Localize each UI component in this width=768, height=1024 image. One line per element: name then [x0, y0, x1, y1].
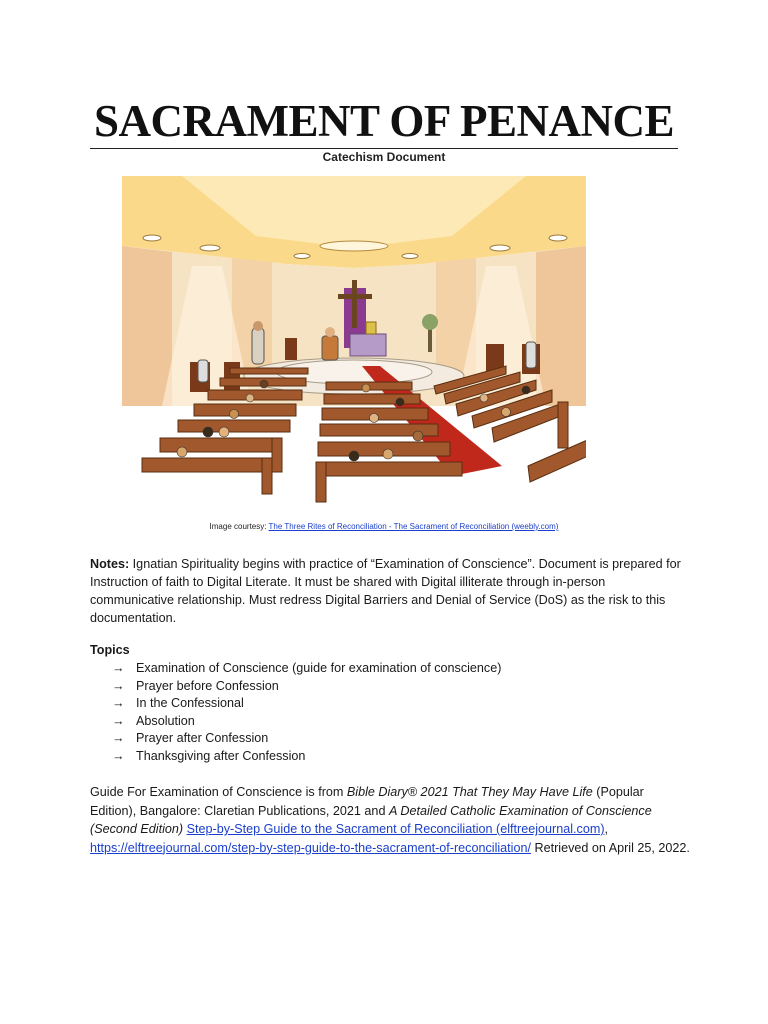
- church-reconciliation-illustration: [122, 176, 586, 522]
- list-item: [112, 713, 501, 731]
- title-rule: [90, 148, 678, 149]
- image-caption: [0, 522, 768, 531]
- topic-label: Prayer after Confession: [136, 731, 269, 746]
- guide-comma: ,: [604, 822, 609, 836]
- guide-text-2: (Popular Edition), Bangalore: Claretian Publications, 2021 and: [90, 785, 644, 818]
- book-title-2: A Detailed Catholic Examination of Conscience (Second Edition): [90, 803, 652, 836]
- notes-paragraph: [90, 555, 690, 627]
- topic-label: Thanksgiving after Confession: [136, 748, 306, 763]
- guide-text-3: Retrieved on April 25, 2022.: [530, 840, 690, 855]
- guide-text-1: Guide For Examination of Conscience is from: [90, 785, 347, 799]
- caption-link[interactable]: The Three Rites of Reconciliation - The Sacrament of Reconciliation (weebly.com): [268, 522, 559, 531]
- topic-label: Examination of Conscience (guide for examination of conscience): [136, 661, 502, 675]
- notes-text: Ignatian Spirituality begins with practice of “Examination of Conscience”. Document is prepared for Instruction of faith to Digital Literate. It must be shared with Digital illiterate through in-person communicative relationship. Must redress Digital Barriers and Denial of Service (DoS) as the risk to this documentation.: [90, 557, 681, 625]
- guide-link-1[interactable]: Step-by-Step Guide to the Sacrament of Reconciliation (elftreejournal.com): [186, 822, 605, 836]
- guide-link-2[interactable]: https://elftreejournal.com/step-by-step-guide-to-the-sacrament-of-reconciliation/: [90, 840, 531, 855]
- arrow-icon: →: [112, 696, 125, 711]
- arrow-icon: →: [112, 731, 125, 746]
- guide-paragraph: [90, 783, 690, 857]
- list-item: [112, 748, 501, 766]
- list-item: [112, 695, 501, 713]
- document-subtitle: Catechism Document: [322, 150, 446, 164]
- arrow-icon: →: [112, 748, 125, 763]
- list-item: [112, 678, 501, 696]
- topics-list: [112, 660, 501, 766]
- document-title: SACRAMENT OF PENANCE: [93, 96, 675, 146]
- topic-label: Absolution: [136, 713, 195, 728]
- topic-label: Prayer before Confession: [136, 678, 279, 693]
- arrow-icon: →: [112, 661, 125, 675]
- topics-heading: Topics: [90, 643, 130, 657]
- list-item: [112, 660, 501, 678]
- arrow-icon: →: [112, 713, 125, 728]
- list-item: [112, 730, 501, 748]
- arrow-icon: →: [112, 678, 125, 693]
- notes-label: Notes:: [90, 557, 130, 571]
- book-title-1: Bible Diary® 2021 That They May Have Life: [346, 785, 593, 799]
- caption-prefix: Image courtesy:: [209, 522, 269, 531]
- topic-label: In the Confessional: [136, 696, 244, 711]
